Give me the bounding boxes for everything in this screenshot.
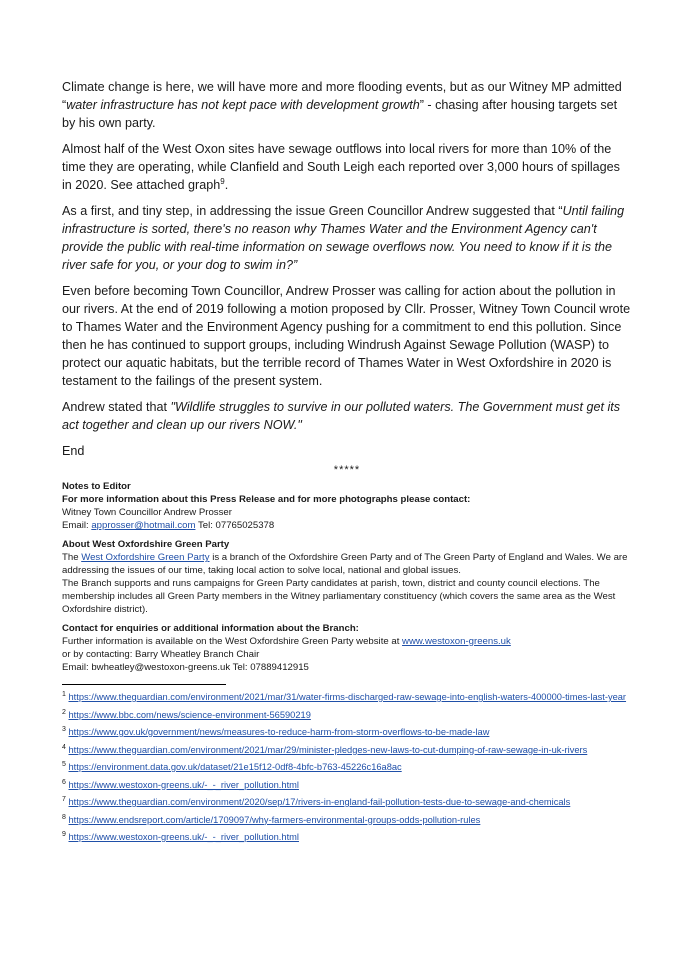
paragraph-climate-change bbox=[62, 78, 632, 132]
footnote-item bbox=[62, 726, 632, 739]
footnote-link[interactable]: https://www.westoxon-greens.uk/-_-_river_pollution.html bbox=[68, 832, 299, 842]
paragraph-town-councillor: Even before becoming Town Councillor, Andrew Prosser was calling for action about the pollution in our rivers. At the end of 2019 following a motion proposed by Cllr. Prosser, Witney Town Council wrote to Thames Water and the Environment Agency pushing for a commitment to end this pollution. Since then he has continued to support groups, including Windrush Against Sewage Pollution (WASP) to protect our aquatic habitats, but the terrible record of Thames Water in West Oxfordshire in 2020 is testament to the failings of the present system. bbox=[62, 284, 631, 388]
website-link[interactable]: www.westoxon-greens.uk bbox=[402, 636, 511, 647]
footnote-number: 1 bbox=[62, 690, 66, 698]
quote-italic: water infrastructure has not kept pace with development growth bbox=[66, 98, 420, 112]
party-link[interactable]: West Oxfordshire Green Party bbox=[81, 552, 210, 563]
footnote-number: 2 bbox=[62, 708, 66, 716]
footnote-link[interactable]: https://www.gov.uk/government/news/measures-to-reduce-harm-from-storm-overflows-to-be-made-law bbox=[68, 727, 490, 737]
contact-text: Further information is available on the West Oxfordshire Green Party website at bbox=[62, 636, 403, 647]
footnote-item bbox=[62, 761, 632, 774]
paragraph-first-step bbox=[62, 202, 632, 274]
footnote-number: 8 bbox=[62, 813, 66, 821]
contact-line-3: Email: bwheatley@westoxon-greens.uk Tel: 07889412915 bbox=[62, 662, 309, 673]
footnote-item bbox=[62, 796, 632, 809]
footnote-link[interactable]: https://www.theguardian.com/environment/2021/mar/31/water-firms-discharged-raw-sewage-into-english-waters-400000-times-last-year bbox=[68, 692, 627, 702]
paragraph-sewage-outflows bbox=[62, 140, 632, 194]
footnote-number: 4 bbox=[62, 743, 66, 751]
about-text: is a branch of the Oxfordshire Green Party and of The Green Party of England and Wales. We are addressing the issues of our time, taking local action to solve local, national and global issues. bbox=[62, 552, 628, 576]
about-text-2: The Branch supports and runs campaigns for Green Party candidates at parish, town, district and county council elections. The membership includes all Green Party members in the Witney parliamentary constituency (which covers the same area as the West Oxfordshire district). bbox=[62, 578, 616, 615]
notes-to-editor bbox=[62, 480, 632, 532]
paragraph-text: Almost half of the West Oxon sites have sewage outflows into local rivers for more than 10% of the time they are operating, while Clanfield and South Leigh each reported over 3,000 hours of spillages in 2020. See attached graph bbox=[62, 142, 620, 192]
about-heading: About West Oxfordshire Green Party bbox=[62, 539, 230, 550]
paragraph-text: As a first, and tiny step, in addressing the issue Green Councillor Andrew suggested that “ bbox=[62, 204, 563, 218]
notes-contact-line: For more information about this Press Release and for more photographs please contact: bbox=[62, 494, 471, 505]
paragraph-text: . bbox=[224, 178, 229, 192]
footnote-ref[interactable]: 9 bbox=[220, 176, 225, 186]
paragraph-text: ” - chasing after housing targets set by his own party. bbox=[62, 98, 618, 130]
footnote-item bbox=[62, 744, 632, 757]
footnote-number: 3 bbox=[62, 725, 66, 733]
notes-heading: Notes to Editor bbox=[62, 481, 131, 492]
footnote-link[interactable]: https://www.bbc.com/news/science-environment-56590219 bbox=[68, 709, 311, 720]
footnote-item bbox=[62, 691, 632, 704]
quote-italic: Until failing infrastructure is sorted, there's no reason why Thames Water and the Environment Agency can't provide the public with real-time information on sewage overflows now. You need to know if it is the river safe for you, or your dog to swim in?” bbox=[62, 204, 625, 272]
notes-email-line bbox=[62, 519, 632, 532]
document-page bbox=[62, 78, 632, 849]
footnote-link[interactable]: https://www.theguardian.com/environment/2021/mar/29/minister-pledges-new-laws-to-cut-dumping-of-raw-sewage-in-uk-rivers bbox=[68, 744, 588, 755]
footnote-item bbox=[62, 814, 632, 827]
footnote-link[interactable]: https://www.westoxon-greens.uk/-_-_river_pollution.html bbox=[68, 779, 299, 790]
section-separator: ***** bbox=[333, 464, 361, 476]
footnote-divider bbox=[62, 684, 226, 685]
paragraph-text: Climate change is here, we will have more and more flooding events, but as our Witney MP admitted “ bbox=[62, 80, 622, 112]
email-label: Email: bbox=[62, 520, 92, 531]
footnote-number: 9 bbox=[62, 830, 66, 838]
contact-section bbox=[62, 622, 632, 674]
contact-line-1 bbox=[62, 635, 632, 648]
contact-heading: Contact for enquiries or additional information about the Branch: bbox=[62, 623, 359, 634]
quote-italic: "Wildlife struggles to survive in our polluted waters. The Government must get its act together and clean up our rivers NOW." bbox=[62, 400, 621, 432]
footnotes bbox=[62, 691, 632, 844]
paragraph-text: Andrew stated that bbox=[62, 400, 171, 414]
end-marker: End bbox=[62, 444, 85, 458]
footnote-number: 6 bbox=[62, 778, 66, 786]
footnote-link[interactable]: https://www.theguardian.com/environment/2020/sep/17/rivers-in-england-fail-pollution-tests-due-to-sewage-and-chemicals bbox=[68, 797, 571, 807]
email-link[interactable]: approsser@hotmail.com bbox=[91, 520, 196, 531]
about-text-1 bbox=[62, 551, 632, 577]
footnote-link[interactable]: https://www.endsreport.com/article/1709097/why-farmers-environmental-groups-odds-pollution-rules bbox=[68, 814, 481, 825]
footnote-item bbox=[62, 709, 632, 722]
footnote-item bbox=[62, 831, 632, 844]
paragraph-andrew-stated bbox=[62, 398, 632, 434]
notes-name: Witney Town Councillor Andrew Prosser bbox=[62, 507, 232, 518]
contact-line-2: or by contacting: Barry Wheatley Branch Chair bbox=[62, 649, 260, 660]
footnote-number: 5 bbox=[62, 760, 66, 768]
about-section bbox=[62, 538, 632, 616]
footnote-item bbox=[62, 779, 632, 792]
phone-number: Tel: 07765025378 bbox=[195, 520, 275, 531]
about-text: The bbox=[62, 552, 82, 563]
footnote-number: 7 bbox=[62, 795, 66, 803]
footnote-link[interactable]: https://environment.data.gov.uk/dataset/21e15f12-0df8-4bfc-b763-45226c16a8ac bbox=[68, 762, 402, 772]
